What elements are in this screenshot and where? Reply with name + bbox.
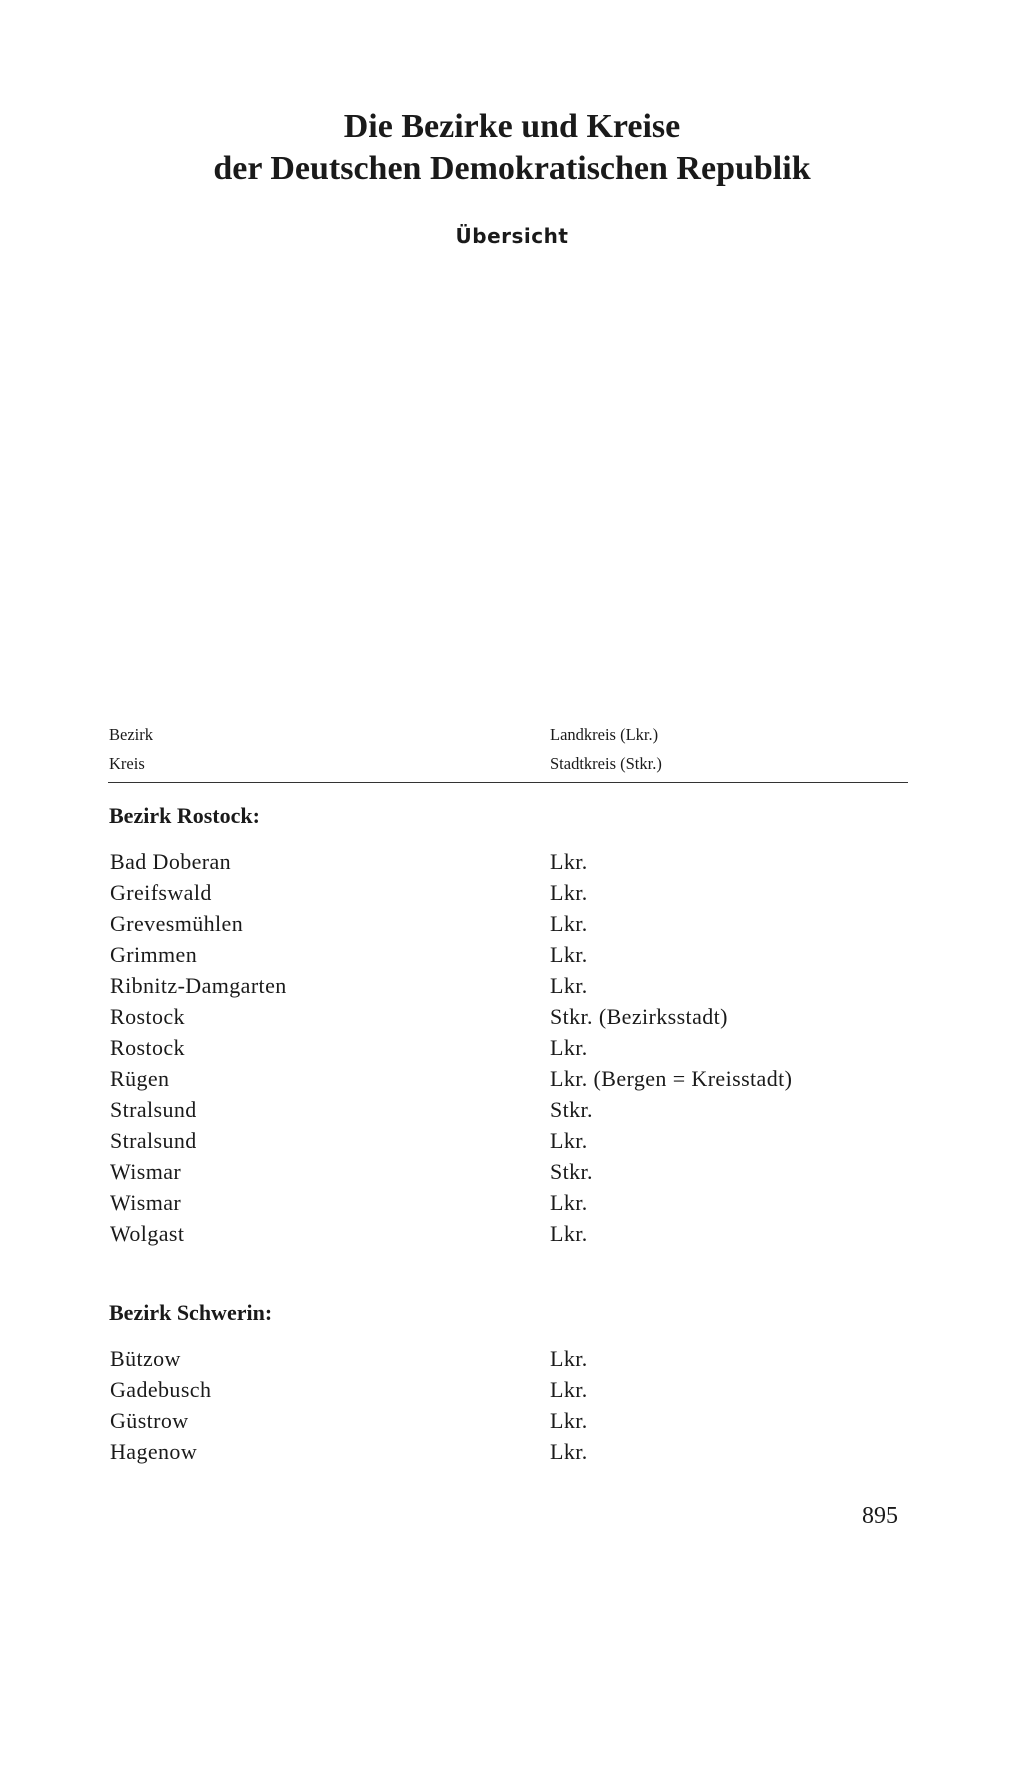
kreis-name: Bad Doberan bbox=[110, 849, 232, 874]
kreis-name: Wismar bbox=[110, 1159, 182, 1184]
header-kreis: Kreis bbox=[109, 754, 145, 773]
subtitle: Übersicht bbox=[455, 224, 569, 248]
kreis-name: Ribnitz-Damgarten bbox=[110, 973, 287, 998]
table-row bbox=[0, 908, 1024, 939]
page-title bbox=[0, 106, 1024, 190]
table-row bbox=[0, 1218, 1024, 1249]
kreis-type: Lkr. bbox=[550, 1377, 588, 1402]
kreis-name: Wolgast bbox=[110, 1221, 185, 1246]
kreis-name: Wismar bbox=[110, 1190, 182, 1215]
page-number: 895 bbox=[862, 1503, 898, 1529]
kreis-type: Lkr. bbox=[550, 911, 588, 936]
kreis-type: Lkr. bbox=[550, 1035, 588, 1060]
section-heading-rostock: Bezirk Rostock: bbox=[109, 803, 260, 828]
kreis-name: Hagenow bbox=[110, 1439, 198, 1464]
kreis-type: Stkr. bbox=[550, 1159, 593, 1184]
header-stadtkreis: Stadtkreis (Stkr.) bbox=[550, 754, 662, 773]
section-heading-schwerin: Bezirk Schwerin: bbox=[109, 1300, 273, 1325]
table-row bbox=[0, 1156, 1024, 1187]
table-row bbox=[0, 1001, 1024, 1032]
kreis-name: Stralsund bbox=[110, 1097, 197, 1122]
kreis-name: Rügen bbox=[110, 1066, 170, 1091]
table-row bbox=[0, 1436, 1024, 1467]
column-header-left bbox=[109, 720, 153, 778]
table-row bbox=[0, 939, 1024, 970]
kreis-type: Lkr. bbox=[550, 1439, 588, 1464]
kreis-name: Gadebusch bbox=[110, 1377, 212, 1402]
kreis-name: Grimmen bbox=[110, 942, 198, 967]
table-row bbox=[0, 1343, 1024, 1374]
table-row bbox=[0, 1094, 1024, 1125]
kreis-type: Lkr. bbox=[550, 1190, 588, 1215]
table-row bbox=[0, 1032, 1024, 1063]
header-divider bbox=[108, 782, 908, 783]
table-row bbox=[0, 1187, 1024, 1218]
table-row bbox=[0, 1405, 1024, 1436]
kreis-name: Rostock bbox=[110, 1004, 185, 1029]
kreis-type: Lkr. bbox=[550, 973, 588, 998]
table-row bbox=[0, 1063, 1024, 1094]
header-landkreis: Landkreis (Lkr.) bbox=[550, 725, 659, 744]
column-header-right bbox=[550, 720, 662, 778]
kreis-type: Lkr. bbox=[550, 1346, 588, 1371]
table-row bbox=[0, 846, 1024, 877]
kreis-name: Bützow bbox=[110, 1346, 181, 1371]
table-row bbox=[0, 1374, 1024, 1405]
kreis-name: Güstrow bbox=[110, 1408, 189, 1433]
kreis-type: Lkr. bbox=[550, 880, 588, 905]
kreis-type: Lkr. bbox=[550, 1221, 588, 1246]
kreis-name: Grevesmühlen bbox=[110, 911, 244, 936]
title-line-2: der Deutschen Demokratischen Republik bbox=[213, 150, 811, 187]
kreis-type: Lkr. (Bergen = Kreisstadt) bbox=[550, 1066, 793, 1091]
kreis-name: Rostock bbox=[110, 1035, 185, 1060]
kreis-type: Lkr. bbox=[550, 942, 588, 967]
kreis-type: Lkr. bbox=[550, 849, 588, 874]
table-row bbox=[0, 970, 1024, 1001]
kreis-type: Stkr. (Bezirksstadt) bbox=[550, 1004, 728, 1029]
kreis-name: Greifswald bbox=[110, 880, 212, 905]
title-line-1: Die Bezirke und Kreise bbox=[343, 108, 681, 145]
table-row bbox=[0, 1125, 1024, 1156]
table-row bbox=[0, 877, 1024, 908]
header-bezirk: Bezirk bbox=[109, 725, 153, 744]
kreis-type: Lkr. bbox=[550, 1128, 588, 1153]
kreis-type: Stkr. bbox=[550, 1097, 593, 1122]
kreis-name: Stralsund bbox=[110, 1128, 197, 1153]
kreis-type: Lkr. bbox=[550, 1408, 588, 1433]
